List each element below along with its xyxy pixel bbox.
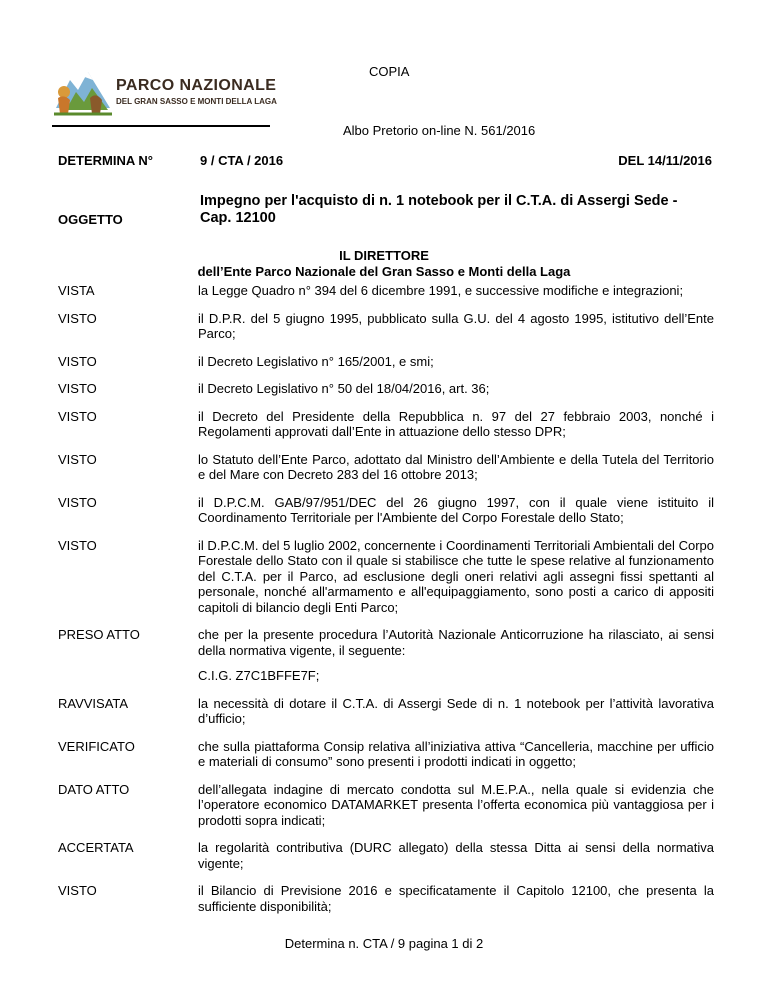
oggetto-label: OGGETTO	[58, 212, 123, 227]
row-label: VISTO	[58, 537, 97, 553]
list-item	[58, 311, 714, 342]
row-text: il Decreto del Presidente della Repubblica n. 97 del 27 febbraio 2003, nonché i Regolamenti approvati dall’Ente in attuazione dello stesso DPR;	[198, 408, 714, 439]
row-text: la Legge Quadro n° 394 del 6 dicembre 1991, e successive modifiche e integrazioni;	[198, 283, 684, 298]
determina-label: DETERMINA N°	[58, 153, 153, 168]
row-label: VISTO	[58, 353, 97, 369]
list-item	[58, 381, 714, 397]
oggetto-text: Impegno per l'acquisto di n. 1 notebook per il C.T.A. di Assergi Sede - Cap. 12100	[200, 193, 678, 226]
row-text: il D.P.R. del 5 giugno 1995, pubblicato sulla G.U. del 4 agosto 1995, istitutivo dell’Ente Parco;	[198, 310, 714, 341]
logo-title: PARCO NAZIONALE	[116, 77, 277, 94]
row-label: PRESO ATTO	[58, 627, 140, 642]
list-item	[58, 283, 714, 299]
row-label: VISTO	[58, 883, 97, 898]
cig-item	[58, 668, 714, 684]
row-text: la necessità di dotare il C.T.A. di Assergi Sede di n. 1 notebook per l’attività lavorativa d’ufficio;	[198, 695, 714, 726]
row-text: la regolarità contributiva (DURC allegato) della stessa Ditta ai sensi della normativa vigente;	[198, 840, 714, 871]
row-text: dell’allegata indagine di mercato condotta sul M.E.P.A., nella quale si evidenzia che l’operatore economico DATAMARKET presenta l’offerta economica più vantaggiosa per i prodotti sopra indicati;	[198, 781, 714, 828]
cig-code: C.I.G. Z7C1BFFE7F;	[198, 668, 320, 683]
row-text: lo Statuto dell’Ente Parco, adottato dal Ministro dell’Ambiente e della Tutela del Territorio e del Mare con Decreto 283 del 16 ottobre 2013;	[198, 451, 714, 482]
row-label: VISTO	[58, 310, 97, 326]
row-label: VISTO	[58, 408, 97, 424]
row-label: VERIFICATO	[58, 738, 135, 754]
row-text: il Bilancio di Previsione 2016 e specificatamente il Capitolo 12100, che presenta la sufficiente disponibilità;	[198, 883, 714, 914]
row-label: VISTA	[58, 283, 95, 298]
row-text: che sulla piattaforma Consip relativa all’iniziativa attiva “Cancelleria, macchine per ufficio e materiali di consumo” sono presenti i prodotti indicati in oggetto;	[198, 738, 714, 769]
direttore-subtitle: dell’Ente Parco Nazionale del Gran Sasso e Monti della Laga	[197, 264, 571, 279]
row-label: VISTO	[58, 494, 97, 510]
page-footer: Determina n. CTA / 9 pagina 1 di 2	[284, 936, 484, 951]
row-label: ACCERTATA	[58, 840, 134, 855]
list-item	[58, 739, 714, 770]
list-item	[58, 409, 714, 440]
row-label: DATO ATTO	[58, 781, 130, 797]
list-item	[58, 840, 714, 871]
row-label	[58, 668, 198, 684]
row-text: che per la presente procedura l’Autorità Nazionale Anticorruzione ha rilasciato, ai sensi della normativa vigente, il seguente:	[198, 627, 714, 658]
copy-label: COPIA	[369, 64, 410, 79]
list-item	[58, 627, 714, 658]
list-item	[58, 782, 714, 829]
row-text: il D.P.C.M. GAB/97/951/DEC del 26 giugno 1997, con il quale viene istituito il Coordinamento Territoriale per l'Ambiente del Corpo Forestale dello Stato;	[198, 494, 714, 525]
header-divider	[52, 125, 270, 127]
determina-date: DEL 14/11/2016	[618, 153, 712, 168]
albo-pretorio-label: Albo Pretorio on-line N. 561/2016	[343, 123, 536, 138]
list-item	[58, 538, 714, 616]
list-item	[58, 883, 714, 914]
row-text: il Decreto Legislativo n° 165/2001, e smi;	[198, 353, 434, 369]
list-item	[58, 354, 714, 370]
logo-subtitle: DEL GRAN SASSO E MONTI DELLA LAGA	[116, 97, 277, 106]
list-item	[58, 696, 714, 727]
preamble-list	[58, 283, 714, 926]
list-item	[58, 495, 714, 526]
row-text: il Decreto Legislativo n° 50 del 18/04/2016, art. 36;	[198, 381, 490, 396]
determina-number: 9 / CTA / 2016	[200, 153, 284, 168]
row-label: VISTO	[58, 451, 97, 467]
row-label: VISTO	[58, 381, 97, 396]
direttore-heading	[0, 248, 768, 280]
row-label: RAVVISATA	[58, 695, 129, 711]
row-text: il D.P.C.M. del 5 luglio 2002, concernente i Coordinamenti Territoriali Ambientali del Corpo Forestale dello Stato con il quale si stabilisce che tutte le spese relative al funzionamento del C.T.A. per il Parco, ad esclusione degli oneri relativi agli assegni fissi spettanti al personale, nonché all'armamento e all'equipaggiamento, sono posti a carico di appositi capitoli di bilancio degli Enti Parco;	[198, 537, 714, 615]
mountain-logo-icon	[52, 58, 114, 118]
direttore-title: IL DIRETTORE	[339, 248, 429, 263]
list-item	[58, 452, 714, 483]
